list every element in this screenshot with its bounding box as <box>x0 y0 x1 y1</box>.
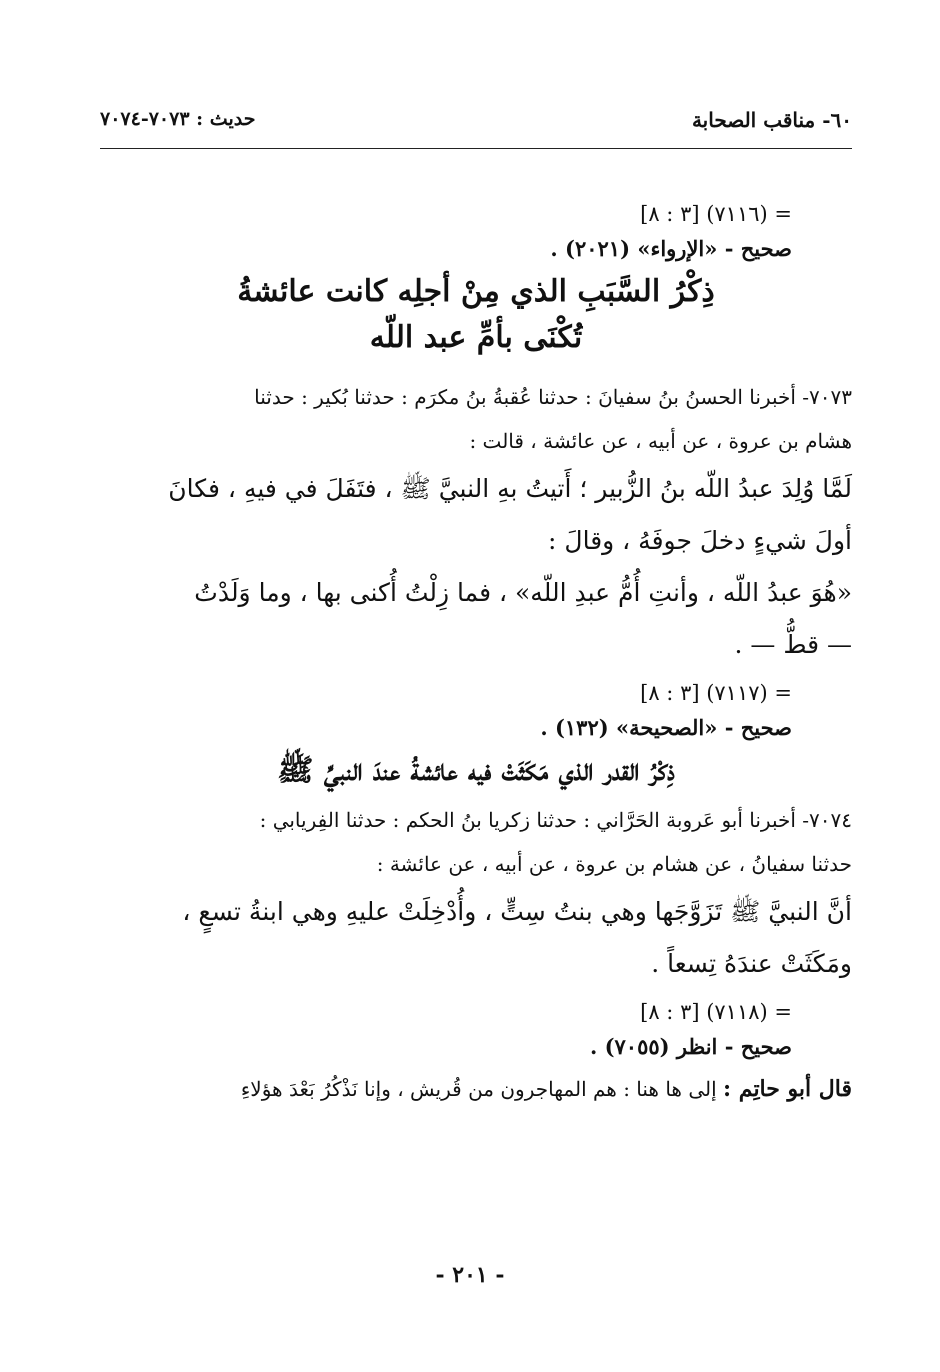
cross-reference: = (٧١١٧) [٣ : ٨] <box>640 681 792 705</box>
isnad-line: هشام بن عروة ، عن أبيه ، عن عائشة ، قالت : <box>469 429 852 453</box>
commentary-line <box>100 1067 852 1111</box>
grading-note: صحيح - انظر (٧٠٥٥) . <box>589 1034 792 1059</box>
commentary-label: قال أبو حاتِم : <box>723 1076 852 1102</box>
matn-line: — قطُّ — . <box>734 630 852 659</box>
hadith-7074 <box>100 798 852 990</box>
page-number: - ٢٠١ - <box>435 1262 505 1288</box>
grading-note: صحيح - «الصحيحة» (١٣٢) . <box>540 715 792 740</box>
cross-reference: = (٧١١٨) [٣ : ٨] <box>640 1000 792 1024</box>
matn-line: لَمَّا وُلِدَ عبدُ اللّه بنُ الزُّبير ؛ أَتيتُ بهِ النبيَّ ﷺ ، فتَفَلَ في فيهِ ، فكانَ <box>168 474 852 503</box>
isnad-line: ٧٠٧٤- أخبرنا أبو عَروبة الحَرَّاني : حدثنا زكريا بنُ الحكم : حدثنا الفِريابي : <box>259 808 852 832</box>
heading-line: ذِكْرُ القدر الذي مَكَثَتْ فيه عائشةُ عندَ النبيِّ ﷺ <box>277 753 675 788</box>
matn-line: «هُوَ عبدُ اللّه ، وأنتِ أُمُّ عبدِ اللّه» ، فما زِلْتُ أُكنى بها ، وما وَلَدْتُ <box>194 578 852 607</box>
hadith-7073 <box>100 375 852 671</box>
isnad-line: ٧٠٧٣- أخبرنا الحسنُ بنُ سفيانَ : حدثنا عُقبةُ بنُ مكرَم : حدثنا بُكير : حدثنا <box>254 385 852 409</box>
grading-note: صحيح - «الإرواء» (٢٠٢١) . <box>550 236 792 261</box>
heading-line: ذِكْرُ السَّبَبِ الذي مِنْ أجلِه كانت عائشةُ <box>237 274 715 309</box>
matn-line: أولَ شيءٍ دخلَ جوفَهُ ، وقالَ : <box>548 526 852 555</box>
isnad-line: حدثنا سفيانُ ، عن هشام بن عروة ، عن أبيه ، عن عائشة : <box>376 852 852 876</box>
cross-reference: = (٧١١٦) [٣ : ٨] <box>640 202 792 226</box>
matn-line: ومَكَثَتْ عندَهُ تِسعاً . <box>651 949 852 978</box>
heading-line: تُكْنَى بأمِّ عبد اللّه <box>369 320 583 355</box>
chapter-heading <box>100 748 852 794</box>
header-rule <box>100 148 852 149</box>
hadith-range: حديث : ٧٠٧٣-٧٠٧٤ <box>100 108 256 130</box>
chapter-heading <box>100 269 852 361</box>
running-header <box>100 108 852 144</box>
commentary-text: إلى ها هنا : هم المهاجرون من قُريش ، وإنا نَذْكُرُ بَعْدَ هؤلاءِ <box>240 1077 717 1101</box>
matn-line: أنَّ النبيَّ ﷺ تَزَوَّجَها وهي بنتُ سِتٍّ ، وأُدْخِلَتْ عليهِ وهي ابنةُ تسعٍ ، <box>182 897 852 926</box>
chapter-title: ٦٠- مناقب الصحابة <box>691 108 852 132</box>
page-body <box>100 192 852 1111</box>
